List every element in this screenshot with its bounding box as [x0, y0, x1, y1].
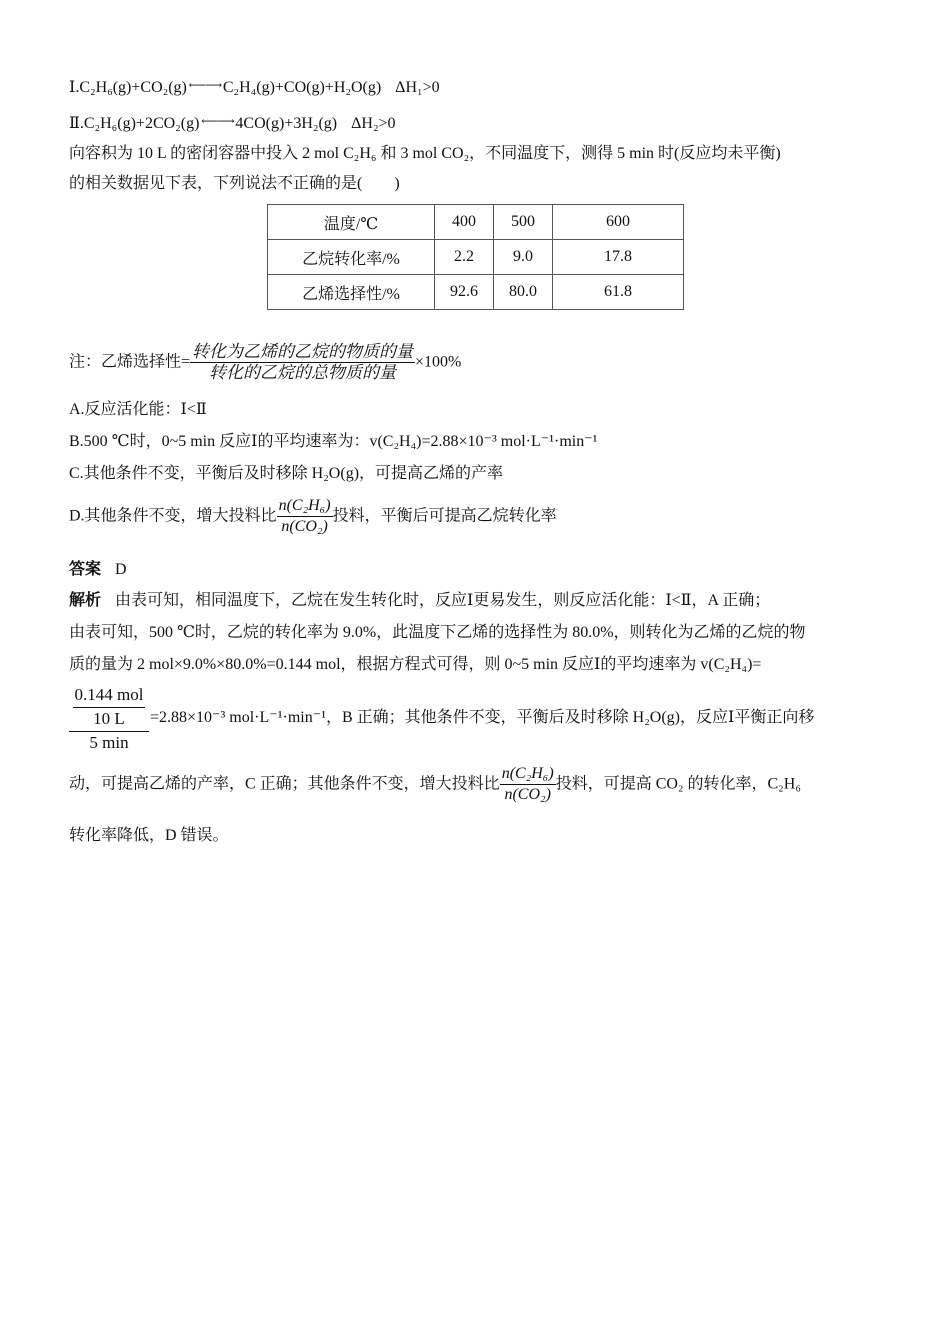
analysis-line-2: 由表可知，500 ℃时，乙烷的转化率为 9.0%，此温度下乙烯的选择性为 80.0%，则转化为乙烯的乙烷的物	[69, 624, 806, 641]
table-cell: 温度/℃	[268, 205, 435, 240]
analysis-fraction-denominator: n(CO₂)	[504, 786, 551, 803]
note-suffix: ×100%	[415, 353, 462, 371]
option-c: C.其他条件不变，平衡后及时移除 H₂O(g)，可提高乙烯的产率	[69, 465, 504, 482]
table-cell: 2.2	[435, 240, 494, 275]
table-cell: 乙烯选择性/%	[268, 275, 435, 310]
analysis-line-3: 质的量为 2 mol×9.0%×80.0%=0.144 mol，根据方程式可得，则 0~5 min 反应Ⅰ的平均速率为 v(C₂H₄)=	[69, 656, 762, 673]
calc-denominator: 5 min	[89, 733, 129, 752]
analysis-line-6: 转化率降低，D 错误。	[69, 827, 229, 844]
analysis-label: 解析	[69, 592, 102, 609]
table-row	[268, 240, 684, 275]
option-b: B.500 ℃时，0~5 min 反应Ⅰ的平均速率为：v(C₂H₄)=2.88×10⁻³ mol·L⁻¹·min⁻¹	[69, 433, 598, 450]
option-d	[69, 496, 557, 537]
table-cell: 9.0	[494, 240, 553, 275]
option-d-prefix: D.其他条件不变，增大投料比	[69, 507, 277, 525]
table-cell: 17.8	[553, 240, 684, 275]
equilibrium-arrow-icon: ⟵⟶	[188, 78, 222, 92]
analysis-line-1	[69, 591, 770, 611]
answer	[69, 560, 127, 580]
table-cell: 乙烷转化率/%	[268, 240, 435, 275]
analysis-line-4: =2.88×10⁻³ mol·L⁻¹·min⁻¹，B 正确；其他条件不变，平衡后及时移除 H₂O(g)，反应Ⅰ平衡正向移	[150, 709, 815, 726]
analysis-line-5-suffix: 投料，可提高 CO₂ 的转化率，C₂H₆	[555, 775, 801, 793]
note-denominator: 转化的乙烷的总物质的量	[209, 363, 397, 382]
answer-label: 答案	[69, 561, 102, 578]
table-cell: 500	[494, 205, 553, 240]
reaction-2-products: 4CO(g)+3H₂(g)	[235, 115, 338, 132]
equilibrium-arrow-icon: ⟵⟶	[201, 114, 234, 128]
reaction-1-enthalpy: ΔH₁>0	[395, 79, 440, 96]
question-line-1: 向容积为 10 L 的密闭容器中投入 2 mol C₂H₆ 和 3 mol CO₂，不同温度下，测得 5 min 时(反应均未平衡)	[69, 145, 781, 162]
option-a: A.反应活化能：Ⅰ<Ⅱ	[69, 401, 207, 418]
reaction-1-reactants: C₂H₆(g)+CO₂(g)	[79, 79, 187, 96]
reaction-1	[69, 75, 440, 98]
answer-value: D	[115, 561, 127, 578]
rate-calculation-fraction	[69, 684, 149, 754]
reaction-2	[69, 111, 396, 134]
reaction-1-products: C₂H₄(g)+CO(g)+H₂O(g)	[222, 79, 382, 96]
table-row	[268, 275, 684, 310]
table-cell: 92.6	[435, 275, 494, 310]
note-fraction	[190, 342, 415, 383]
table-header-row	[268, 205, 684, 240]
reaction-2-reactants: C₂H₆(g)+2CO₂(g)	[83, 115, 200, 132]
reaction-2-label: Ⅱ.	[69, 115, 84, 132]
analysis-line-5-prefix: 动，可提高乙烯的产率，C 正确；其他条件不变，增大投料比	[69, 775, 500, 793]
table-cell: 400	[435, 205, 494, 240]
option-d-fraction	[277, 496, 333, 537]
question-line-2: 的相关数据见下表，下列说法不正确的是( )	[69, 175, 400, 192]
calc-middle: 10 L	[93, 709, 125, 728]
selectivity-note	[69, 342, 461, 383]
option-d-numerator: n(C₂H₆)	[277, 496, 333, 517]
note-numerator: 转化为乙烯的乙烷的物质的量	[192, 342, 414, 361]
analysis-fraction-numerator: n(C₂H₆)	[500, 764, 556, 785]
table-cell: 80.0	[494, 275, 553, 310]
option-d-denominator: n(CO₂)	[281, 518, 328, 535]
analysis-line-5	[69, 764, 801, 805]
table-cell: 61.8	[553, 275, 684, 310]
reaction-2-enthalpy: ΔH₂>0	[351, 115, 396, 132]
analysis-fraction	[500, 764, 556, 805]
analysis-text: 由表可知，相同温度下，乙烷在发生转化时，反应Ⅰ更易发生，则反应活化能：Ⅰ<Ⅱ，A 正确；	[115, 592, 771, 609]
table-cell: 600	[553, 205, 684, 240]
option-d-suffix: 投料，平衡后可提高乙烷转化率	[332, 507, 557, 525]
reaction-1-label: Ⅰ.	[69, 79, 80, 96]
data-table	[267, 204, 684, 310]
calc-numerator: 0.144 mol	[74, 685, 144, 704]
note-prefix: 注：乙烯选择性=	[69, 353, 191, 371]
